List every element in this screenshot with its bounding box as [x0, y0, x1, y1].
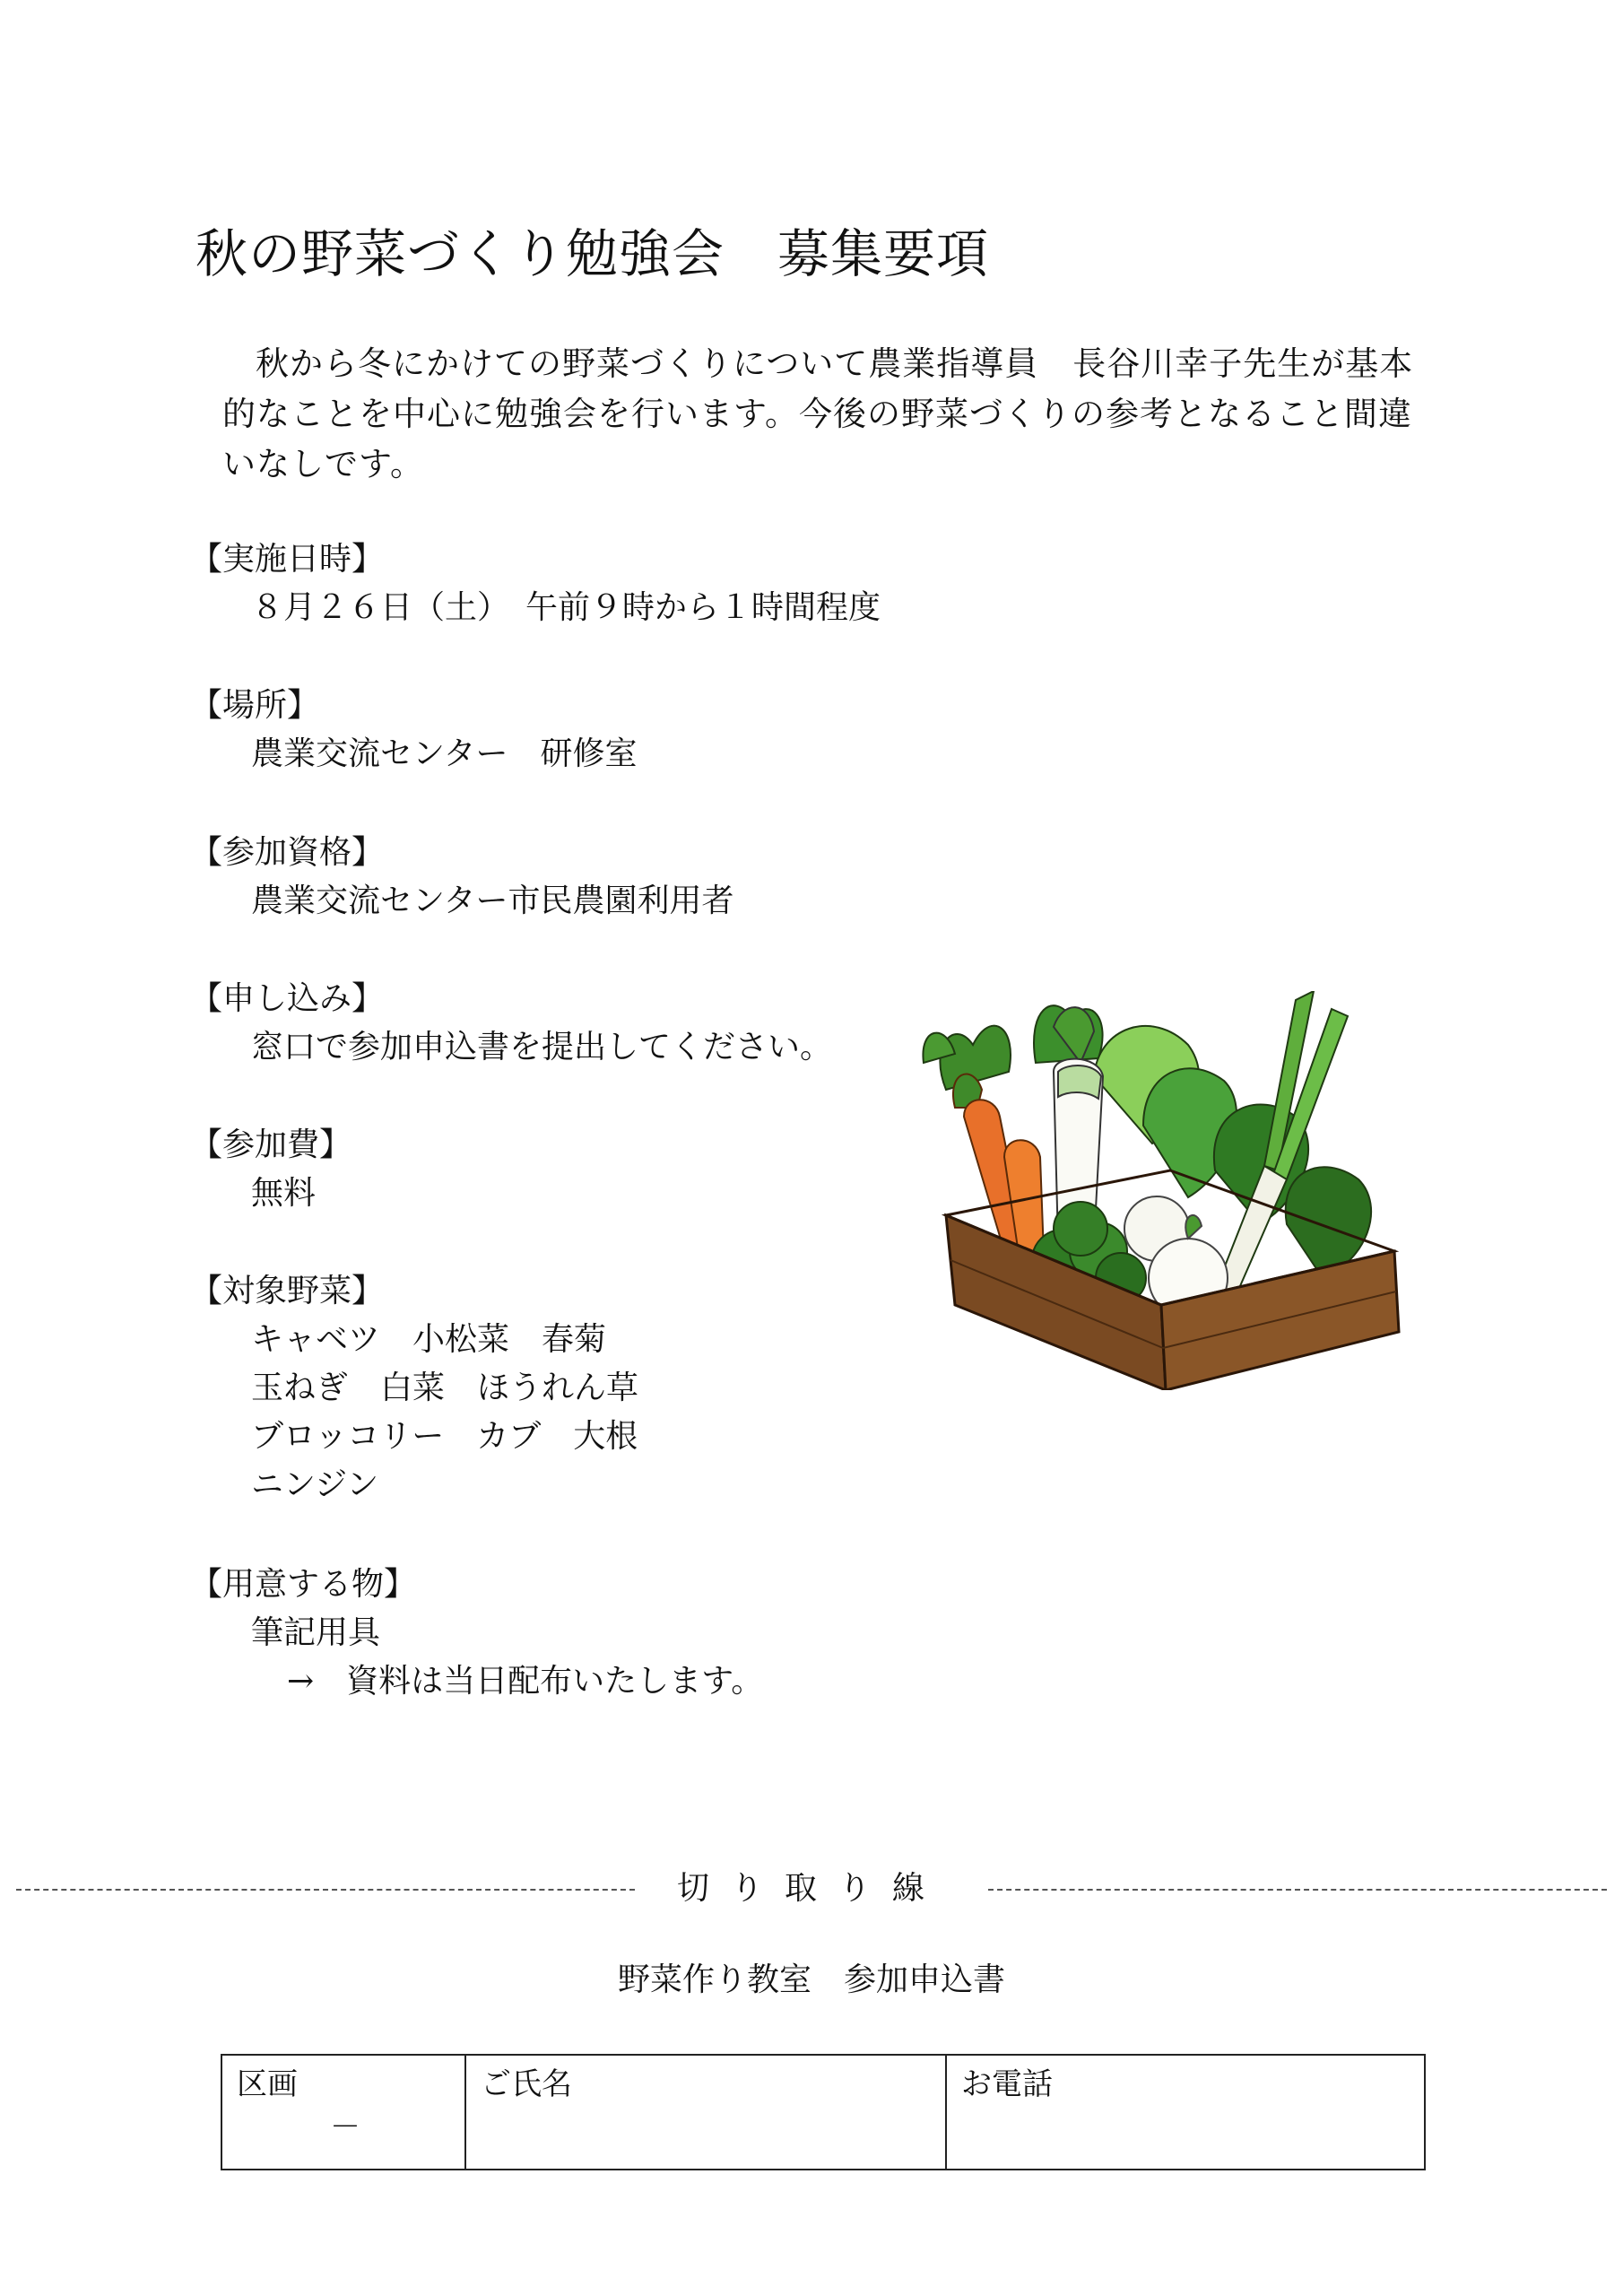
section-heading: 【参加費】: [190, 1126, 352, 1163]
section-items: [190, 1561, 763, 1706]
form-title: 野菜作り教室 参加申込書: [617, 1961, 1005, 1998]
phone-label: お電話: [961, 2066, 1053, 2102]
intro-paragraph: [222, 339, 1442, 490]
section-line: ブロッコリー カブ 大根: [251, 1418, 638, 1455]
section-line: 農業交流センター市民農園利用者: [251, 883, 734, 919]
section-heading: 【場所】: [190, 687, 320, 724]
page-title: 秋の野菜づくり勉強会 募集要項: [195, 223, 990, 284]
section-line: 筆記用具: [251, 1614, 381, 1651]
section-application: [190, 975, 832, 1072]
section-heading: 【用意する物】: [190, 1566, 417, 1603]
application-form-table: [221, 2054, 1426, 2170]
section-heading: 【対象野菜】: [190, 1273, 385, 1309]
plot-placeholder: －: [330, 2109, 360, 2145]
section-fee: [190, 1121, 352, 1218]
section-line: 無料: [251, 1175, 317, 1212]
section-note: → 資料は当日配布いたします。: [287, 1663, 764, 1700]
section-line: キャベツ 小松菜 春菊: [251, 1321, 607, 1358]
intro-text: 秋から冬にかけての野菜づくりについて農業指導員 長谷川幸子先生が基本的なことを中心に勉強会を行います。今後の野菜づくりの参考となること間違いなしです。: [222, 344, 1414, 483]
section-eligibility: [190, 829, 734, 926]
section-line: ニンジン: [251, 1466, 379, 1503]
section-line: 農業交流センター 研修室: [251, 735, 638, 772]
plot-field[interactable]: [222, 2056, 466, 2169]
cut-line-dash-left: [16, 1889, 635, 1891]
phone-field[interactable]: [947, 2056, 1424, 2169]
section-line: ８月２６日（土） 午前９時から１時間程度: [251, 589, 881, 626]
section-heading: 【申し込み】: [190, 980, 385, 1017]
cut-line: [16, 1862, 1607, 1916]
section-date: [190, 535, 881, 632]
name-label: ご氏名: [481, 2066, 572, 2102]
section-line: 窓口で参加申込書を提出してください。: [251, 1029, 833, 1065]
cut-line-dash-right: [988, 1889, 1607, 1891]
plot-label: 区画: [237, 2066, 298, 2102]
name-field[interactable]: [466, 2056, 947, 2169]
vegetable-basket-illustration: [919, 991, 1412, 1390]
cut-line-label: 切り取り線: [676, 1870, 946, 1907]
section-line: 玉ねぎ 白菜 ほうれん草: [251, 1370, 639, 1406]
section-place: [190, 682, 638, 778]
section-heading: 【参加資格】: [190, 834, 385, 871]
section-vegetables: [190, 1267, 638, 1509]
section-heading: 【実施日時】: [190, 541, 385, 578]
